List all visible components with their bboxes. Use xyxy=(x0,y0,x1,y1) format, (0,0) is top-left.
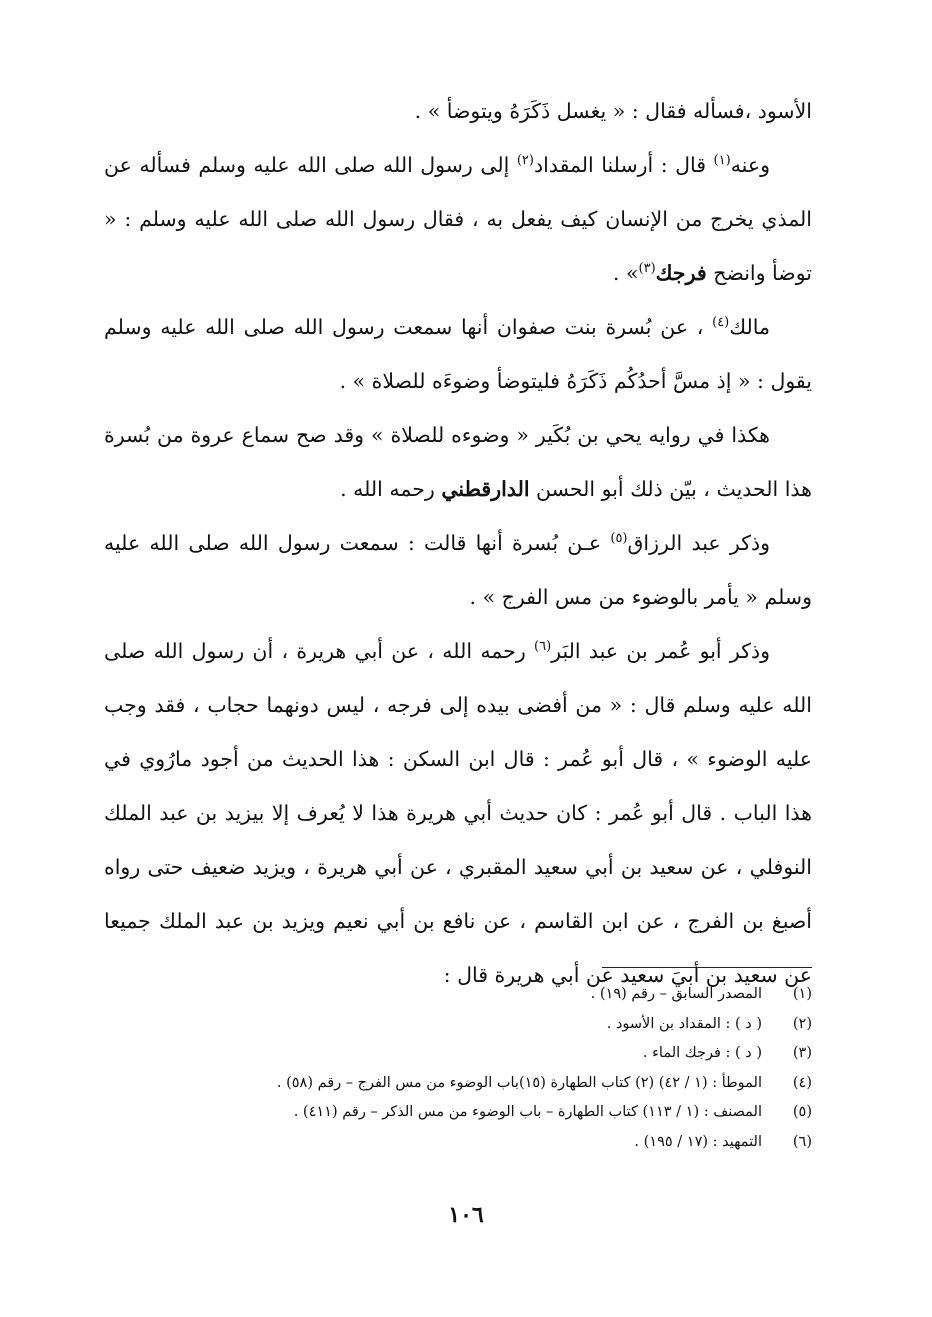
footnote-divider xyxy=(602,967,812,968)
bold-term: فرجك xyxy=(655,261,707,285)
paragraph-text: ، عن بُسرة بنت صفوان أنها سمعت رسول الله صلى الله عليه وسلم يقول : « إذ مسَّ أحدُكُم ذَكَرَهُ فليتوضأ وضوءَه للصلاة » . xyxy=(104,315,812,393)
footnote-text: ( د ) : المقداد بن الأسود . xyxy=(606,1015,762,1032)
paragraph-3 xyxy=(104,300,812,408)
footnote-ref[interactable]: (٣) xyxy=(638,261,656,277)
paragraph-text: هكذا في روايه يحي بن بُكَير « وضوءه للصلاة » وقد صح سماع عروة من بُسرة هذا الحديث ، بيّن ذلك أبو الحسن xyxy=(104,423,812,501)
footnote-text: المصنف : (١ / ١١٣) كتاب الطهارة – باب الوضوء من مس الذكر – رقم (٤١١) . xyxy=(293,1104,762,1120)
footnote-number: (٣) xyxy=(792,1045,812,1061)
footnote-number: (٥) xyxy=(792,1104,812,1120)
footnote-item xyxy=(130,1069,812,1099)
page-number: ١٠٦ xyxy=(448,1202,484,1228)
paragraph-text: » . xyxy=(612,261,639,285)
paragraph-5 xyxy=(104,516,812,624)
paragraph-text: رحمه الله . xyxy=(340,477,442,501)
footnote-text: الموطأ : (١ / ٤٢) (٢) كتاب الطهارة (١٥)باب الوضوء من مس الفرج – رقم (٥٨) . xyxy=(276,1074,762,1091)
footnote-number: (٦) xyxy=(792,1133,812,1150)
footnote-number: (١) xyxy=(792,986,812,1002)
footnote-number: (٢) xyxy=(792,1015,812,1032)
footnote-text: ( د ) : فرجك الماء . xyxy=(642,1045,762,1061)
footnote-ref[interactable]: (٢) xyxy=(516,153,534,169)
footnote-item xyxy=(130,1039,812,1069)
paragraph-1 xyxy=(104,84,812,138)
footnote-item xyxy=(130,980,812,1010)
bold-term: الدارقطني xyxy=(441,477,530,501)
footnote-ref[interactable]: (٦) xyxy=(534,639,552,655)
paragraph-4 xyxy=(104,408,812,516)
body-text xyxy=(104,84,812,1002)
footnote-ref[interactable]: (١) xyxy=(713,153,731,169)
footnote-number: (٤) xyxy=(792,1074,812,1091)
footnote-item xyxy=(130,1128,812,1158)
paragraph-text: وذكر أبو عُمر بن عبد البَر xyxy=(551,639,770,663)
paragraph-text: وذكر عبد الرزاق xyxy=(627,531,770,555)
paragraph-text: الأسود ،فسأله فقال : « يغسل ذَكَرَهُ ويتوضأ » . xyxy=(414,99,812,123)
paragraph-6 xyxy=(104,624,812,1002)
paragraph-text: عـن بُسرة أنها قالت : سمعت رسول الله صلى الله عليه وسلم « يأمر بالوضوء من مس الفرج » . xyxy=(104,531,812,609)
footnote-text: التمهيد : (١٧ / ١٩٥) . xyxy=(634,1133,762,1150)
footnote-text: المصدر السابق – رقم (١٩) . xyxy=(590,986,762,1002)
paragraph-text: مالك xyxy=(729,315,770,339)
paragraph-text: إلى رسول الله صلى الله عليه وسلم فسأله عن المذي يخرج من الإنسان كيف يفعل به ، فقال رسول الله صلى الله عليه وسلم : « توضأ وانضح xyxy=(104,153,812,285)
paragraph-2 xyxy=(104,138,812,300)
paragraph-text: رحمه الله ، عن أبي هريرة ، أن رسول الله صلى الله عليه وسلم قال : « من أفضى بيده إلى فرجه ، ليس دونهما حجاب ، فقد وجب عليه الوضوء » ، قال أبو عُمر : قال ابن السكن : هذا الحديث من أجود مارُوي في هذا الباب . قال أبو عُمر : كان حديث أبي هريرة هذا لا يُعرف إلا بيزيد بن عبد الملك النوفلي ، عن سعيد بن أبي سعيد المقبري ، عن أبي هريرة ، ويزيد ضعيف حتى رواه أصبغ بن الفرج ، عن ابن القاسم ، عن نافع بن أبي نعيم ويزيد بن عبد الملك جميعا عن سعيد بن أبيَ سعيد عن أبي هريرة قال : xyxy=(104,639,812,987)
footnote-item xyxy=(130,1010,812,1040)
footnote-item xyxy=(130,1098,812,1128)
footnote-ref[interactable]: (٥) xyxy=(610,531,628,547)
footnotes xyxy=(130,980,812,1157)
paragraph-text: وعنه xyxy=(730,153,770,177)
footnote-ref[interactable]: (٤) xyxy=(712,315,730,331)
paragraph-text: قال : أرسلنا المقداد xyxy=(533,153,714,177)
